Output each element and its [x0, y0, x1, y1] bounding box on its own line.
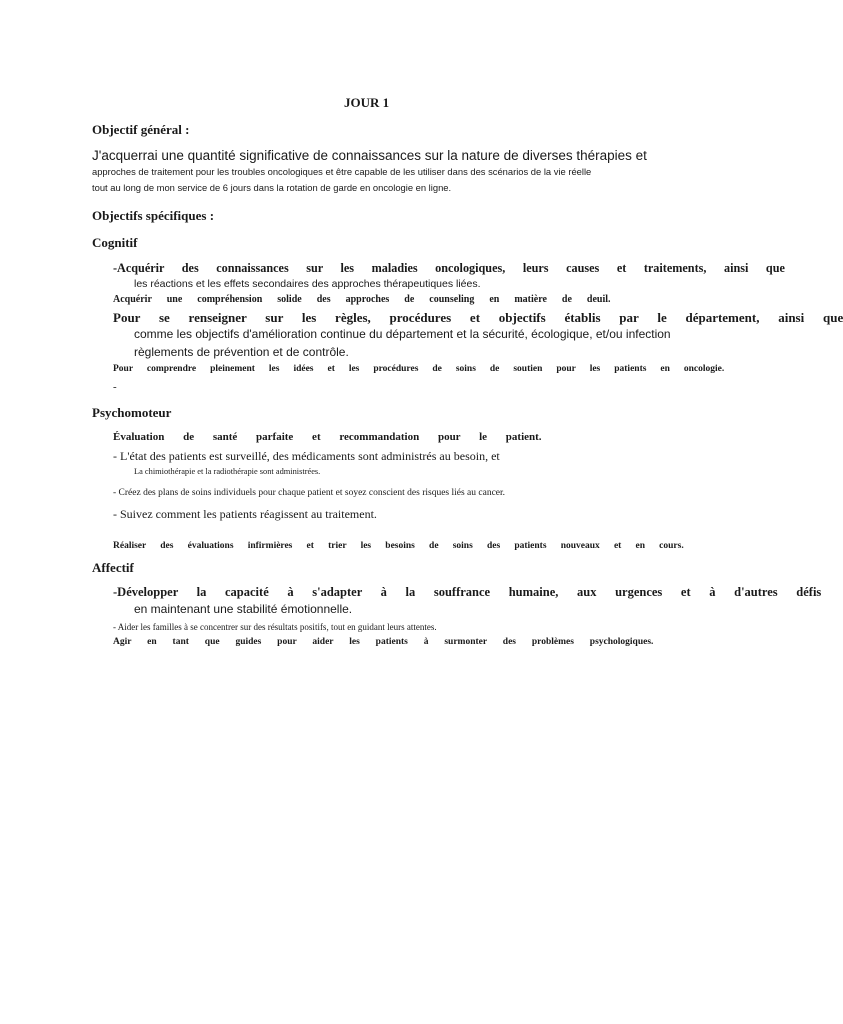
affectif-item-2: - Aider les familles à se concentrer sur des résultats positifs, tout en guidant leurs attentes.	[113, 622, 437, 632]
cognitif-item-5: -	[113, 381, 117, 393]
affectif-heading: Affectif	[92, 560, 134, 575]
cognitif-item-1-line-1: -Acquérir des connaissances sur les maladies oncologiques, leurs causes et traitements, ainsi que	[113, 261, 785, 275]
general-objective-line-1: J'acquerrai une quantité significative de connaissances sur la nature de diverses thérapies et	[92, 148, 647, 163]
affectif-item-1-line-1: -Développer la capacité à s'adapter à la souffrance humaine, aux urgences et à d'autres défis	[113, 585, 822, 599]
psychomoteur-heading: Psychomoteur	[92, 405, 172, 420]
cognitif-item-3-line-2: comme les objectifs d'amélioration continue du département et la sécurité, écologique, et/ou infection	[134, 327, 671, 341]
psychomoteur-item-2-line-1: - L'état des patients est surveillé, des médicaments sont administrés au besoin, et	[113, 449, 500, 463]
cognitif-item-3-line-3: règlements de prévention et de contrôle.	[134, 345, 349, 359]
cognitif-heading: Cognitif	[92, 235, 138, 250]
specific-objectives-heading: Objectifs spécifiques :	[92, 208, 215, 223]
psychomoteur-item-4: - Suivez comment les patients réagissent au traitement.	[113, 507, 377, 521]
psychomoteur-item-2-line-2: La chimiothérapie et la radiothérapie sont administrées.	[134, 467, 321, 476]
general-objective-line-2: approches de traitement pour les troubles oncologiques et être capable de les utiliser dans des scénarios de la vie réelle	[92, 166, 592, 177]
psychomoteur-item-3: - Créez des plans de soins individuels pour chaque patient et soyez conscient des risques liés au cancer.	[113, 488, 506, 498]
cognitif-item-2: Acquérir une compréhension solide des approches de counseling en matière de deuil.	[113, 294, 611, 305]
page-title: JOUR 1	[344, 95, 390, 110]
cognitif-item-4: Pour comprendre pleinement les idées et les procédures de soins de soutien pour les patients en oncologie.	[113, 364, 725, 374]
general-objective-heading: Objectif général :	[92, 122, 190, 137]
general-objective-line-3: tout au long de mon service de 6 jours dans la rotation de garde en oncologie en ligne.	[92, 182, 452, 193]
cognitif-item-1-line-2: les réactions et les effets secondaires des approches thérapeutiques liées.	[134, 278, 481, 290]
psychomoteur-item-5: Réaliser des évaluations infirmières et trier les besoins de soins des patients nouveaux et en cours.	[113, 541, 684, 551]
cognitif-item-3-line-1: Pour se renseigner sur les règles, procédures et objectifs établis par le département, ainsi que	[113, 310, 843, 325]
affectif-item-3: Agir en tant que guides pour aider les patients à surmonter des problèmes psychologiques.	[113, 637, 654, 647]
psychomoteur-item-1: Évaluation de santé parfaite et recommandation pour le patient.	[113, 431, 542, 443]
affectif-item-1-line-2: en maintenant une stabilité émotionnelle.	[134, 602, 353, 616]
